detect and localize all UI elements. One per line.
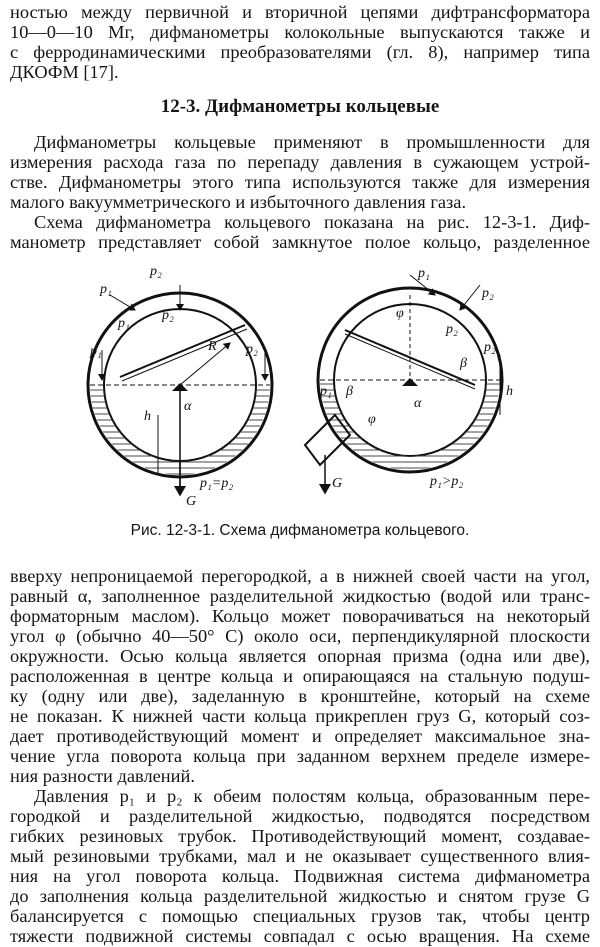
text-line: вверху непроницаемой перегородкой, а в нижней своей части на угол, <box>10 566 590 586</box>
left-p2-inner-label: p₂ <box>162 308 174 323</box>
text-line: 10—0—10 Мг, дифманометры колокольные выпускаются также и <box>10 22 590 42</box>
figure-caption: Рис. 12-3-1. Схема дифманометра кольцевого. <box>130 522 470 539</box>
right-p1-side-label: p₁ <box>320 384 332 399</box>
right-p2-side-label: p₂ <box>484 340 496 355</box>
right-beta-left-label: β <box>346 384 353 399</box>
left-p2-side-label: p₂ <box>246 342 258 357</box>
right-p2-inner-label: p₂ <box>446 322 458 337</box>
text-line: мый резиновыми трубками, мал и не оказывает существенного влия- <box>10 846 590 866</box>
right-ring-diagram <box>305 266 513 493</box>
text-line: Дифманометры кольцевые применяют в промышленности для <box>34 132 590 152</box>
right-p1-label: p₁ <box>418 266 430 281</box>
text-line: городкой и разделительной жидкостью, подводятся посредством <box>10 806 590 826</box>
right-beta-label: β <box>460 356 467 371</box>
text-line: измерения расхода газа по перепаду давления в сужающем устрой- <box>10 152 590 172</box>
right-h-label: h <box>506 384 513 399</box>
right-p2-label: p₂ <box>482 286 494 301</box>
left-p1-inner-label: p₁ <box>118 316 130 331</box>
left-alpha-label: α <box>184 399 192 414</box>
text-line: угол φ (обычно 40—50° С) около оси, перпендикулярной плоскости <box>10 626 590 646</box>
text-line: Давления p₁ и p₂ к обеим полостям кольца, образованным пере- <box>34 786 590 806</box>
text-line: с ферродинамическими преобразователями (гл. 8), например типа <box>10 42 590 62</box>
text-line: не показан. К нижней части кольца прикреплен груз G, который соз- <box>10 706 590 726</box>
text-line: расположенная в центре кольца и опирающаяся на стальную подуш- <box>10 666 590 686</box>
text-line: малого вакуумметрического и избыточного давления газа. <box>10 192 467 212</box>
text-line: ностью между первичной и вторичной цепями дифтрансформатора <box>10 2 590 22</box>
text-line: окружности. Осью кольца является опорная призма (одна или две), <box>10 646 590 666</box>
text-line: гибких резиновых трубок. Противодействующий момент, создавае- <box>10 826 590 846</box>
left-ring-diagram <box>88 264 272 509</box>
left-p1-label: p₁ <box>100 282 112 297</box>
text-line: ния разности давлений. <box>10 766 195 786</box>
text-line: ния на угол поворота кольца. Подвижная система дифманометра <box>10 866 590 886</box>
text-line: манометр представляет собой замкнутое полое кольцо, разделенное <box>10 232 590 252</box>
section-heading: 12-3. Дифманометры кольцевые <box>160 96 440 117</box>
left-h-label: h <box>144 409 151 424</box>
text-line: равный α, заполненное разделительной жидкостью (водой или транс- <box>10 586 590 606</box>
text-line: форматорным маслом). Кольцо может поворачиваться на некоторый <box>10 606 590 626</box>
text-line: тяжести подвижной системы совпадал с осью вращения. На схеме <box>10 926 590 946</box>
right-G-label: G <box>332 476 343 491</box>
radius-label: R <box>208 339 217 354</box>
text-line: дает противодействующий момент и определяет максимальное зна- <box>10 726 590 746</box>
text-line: стве. Дифманометры этого типа используются также для измерения <box>10 172 590 192</box>
text-line: чение угла поворота кольца при заданном верхнем пределе измере- <box>10 746 590 766</box>
left-G-label: G <box>186 494 197 509</box>
text-line: до заполнения кольца разделительной жидкостью и снятом грузе G <box>10 886 590 906</box>
right-phi-lower-label: φ <box>368 412 376 427</box>
right-alpha-label: α <box>414 396 422 411</box>
left-p2-label: p₂ <box>150 264 162 279</box>
left-p1-side-label: p₁ <box>90 344 102 359</box>
text-line: ку (одну или две), заделанную в кронштейне, который на схеме <box>10 686 590 706</box>
left-condition-label: p₁=p₂ <box>200 476 234 491</box>
text-line: ДКОФМ [17]. <box>10 62 119 82</box>
text-line: балансируется с помощью специальных грузов так, чтобы центр <box>10 906 590 926</box>
text-line: Схема дифманометра кольцевого показана на рис. 12-3-1. Диф- <box>34 212 590 232</box>
right-condition-label: p₁>p₂ <box>430 474 464 489</box>
ring-manometer-figure <box>80 255 520 515</box>
right-phi-label: φ <box>396 306 404 321</box>
